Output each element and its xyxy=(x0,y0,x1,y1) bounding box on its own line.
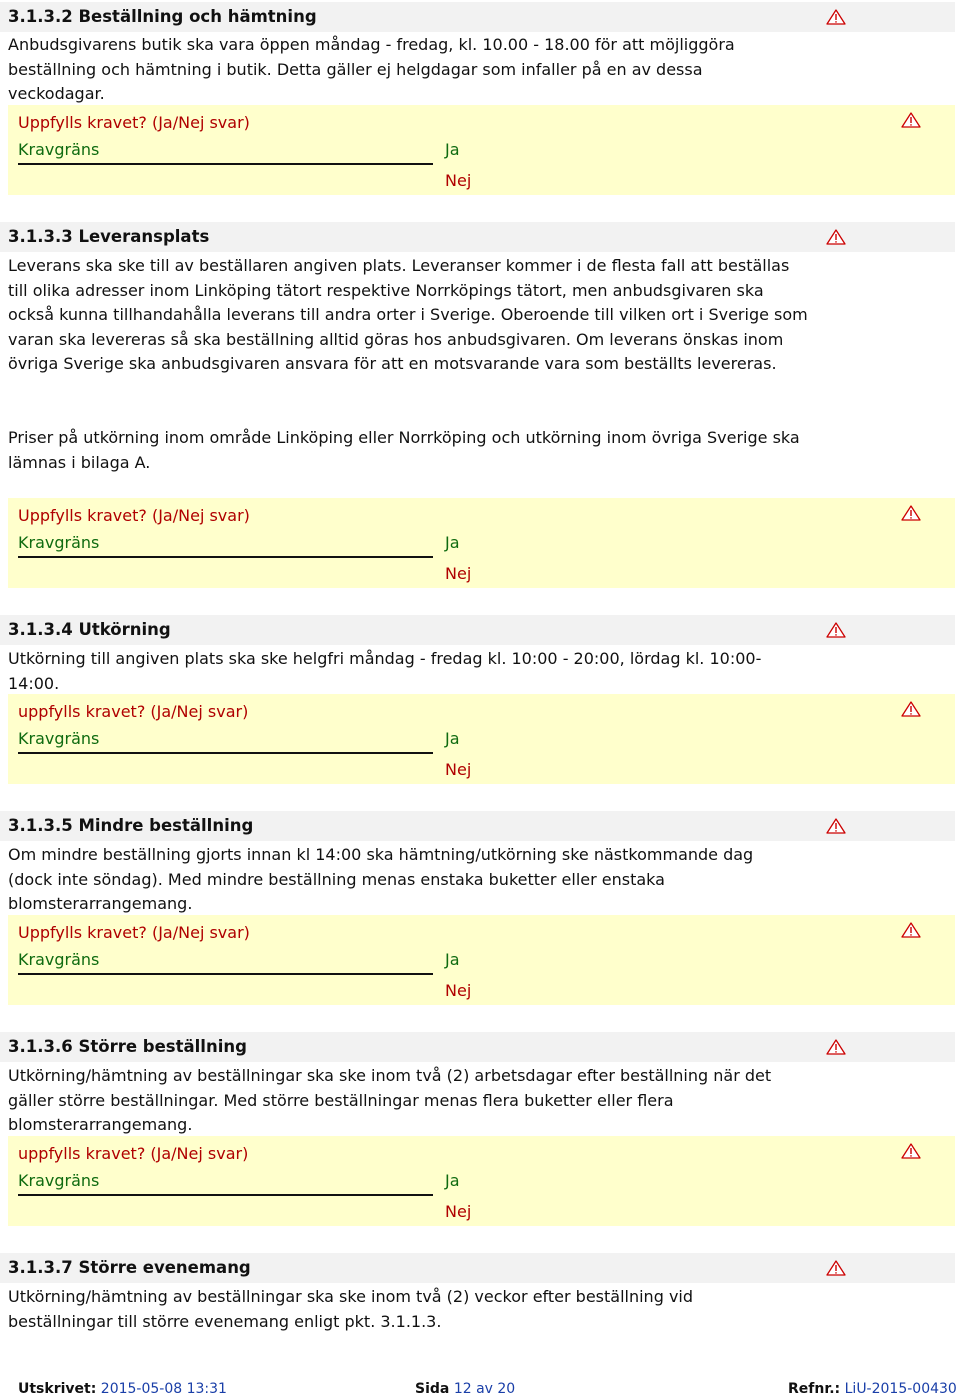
footer-ref xyxy=(788,1381,957,1397)
kravgrans-label: Kravgräns xyxy=(18,729,100,748)
heading-text: 3.1.3.5 Mindre beställning xyxy=(8,816,254,835)
warning-icon xyxy=(826,1039,846,1055)
footer-page-label: Sida xyxy=(415,1381,450,1397)
kravgrans-line xyxy=(18,163,433,165)
kravgrans-label: Kravgräns xyxy=(18,140,100,159)
option-nej[interactable]: Nej xyxy=(445,171,472,190)
section-heading-leveransplats xyxy=(0,222,955,252)
option-nej[interactable]: Nej xyxy=(445,564,472,583)
footer-printed xyxy=(18,1381,227,1397)
footer-page xyxy=(415,1381,515,1397)
requirement-question: uppfylls kravet? (Ja/Nej svar) xyxy=(18,1144,249,1163)
section-paragraph: Anbudsgivarens butik ska vara öppen måndag - fredag, kl. 10.00 - 18.00 för att möjliggöra beställning och hämtning i butik. Detta gäller ej helgdagar som infaller på en av dessa veckodagar. xyxy=(8,35,735,103)
requirement-question: Uppfylls kravet? (Ja/Nej svar) xyxy=(18,506,250,525)
option-nej[interactable]: Nej xyxy=(445,1202,472,1221)
kravgrans-line xyxy=(18,556,433,558)
kravgrans-label: Kravgräns xyxy=(18,950,100,969)
kravgrans-line xyxy=(18,752,433,754)
section-heading-mindre-bestallning xyxy=(0,811,955,841)
heading-text: 3.1.3.2 Beställning och hämtning xyxy=(8,7,317,26)
option-ja[interactable]: Ja xyxy=(445,533,460,552)
requirement-box xyxy=(8,498,955,588)
kravgrans-line xyxy=(18,973,433,975)
warning-icon xyxy=(826,229,846,245)
option-ja[interactable]: Ja xyxy=(445,1171,460,1190)
section-paragraph: Priser på utkörning inom område Linköping eller Norrköping och utkörning inom övriga Sverige ska lämnas i bilaga A. xyxy=(8,428,800,472)
requirement-box xyxy=(8,915,955,1005)
kravgrans-label: Kravgräns xyxy=(18,1171,100,1190)
warning-icon xyxy=(901,112,921,128)
section-paragraph: Leverans ska ske till av beställaren angiven plats. Leveranser kommer i de flesta fall att beställas till olika adresser inom Linköping tätort respektive Norrköpings tätort, men anbudsgivaren ska också kunna tillhandahålla leverans till andra orter i Sverige. Oberoende till vilken ort i Sverige som varan ska levereras så ska beställning alltid göras hos anbudsgivaren. Om leverans önskas inom övriga Sverige ska anbudsgivaren ansvara för att en motsvarande vara som beställts levereras. xyxy=(8,256,808,373)
requirement-question: uppfylls kravet? (Ja/Nej svar) xyxy=(18,702,249,721)
section-paragraph: Utkörning till angiven plats ska ske helgfri måndag - fredag kl. 10:00 - 20:00, lördag kl. 10:00-14:00. xyxy=(8,649,762,693)
option-ja[interactable]: Ja xyxy=(445,950,460,969)
kravgrans-line xyxy=(18,1194,433,1196)
heading-text: 3.1.3.3 Leveransplats xyxy=(8,227,210,246)
option-nej[interactable]: Nej xyxy=(445,760,472,779)
warning-icon xyxy=(901,922,921,938)
section-heading-bestallning xyxy=(0,2,955,32)
requirement-box xyxy=(8,694,955,784)
option-ja[interactable]: Ja xyxy=(445,729,460,748)
heading-text: 3.1.3.4 Utkörning xyxy=(8,620,171,639)
option-nej[interactable]: Nej xyxy=(445,981,472,1000)
kravgrans-label: Kravgräns xyxy=(18,533,100,552)
section-heading-storre-evenemang xyxy=(0,1253,955,1283)
requirement-box xyxy=(8,105,955,195)
warning-icon xyxy=(901,505,921,521)
warning-icon xyxy=(826,818,846,834)
requirement-box xyxy=(8,1136,955,1226)
option-ja[interactable]: Ja xyxy=(445,140,460,159)
footer-printed-label: Utskrivet: xyxy=(18,1381,97,1397)
section-paragraph: Utkörning/hämtning av beställningar ska ske inom två (2) veckor efter beställning vid beställningar till större evenemang enligt pkt. 3.1.1.3. xyxy=(8,1287,694,1331)
footer-ref-label: Refnr.: xyxy=(788,1381,841,1397)
warning-icon xyxy=(901,701,921,717)
requirement-question: Uppfylls kravet? (Ja/Nej svar) xyxy=(18,113,250,132)
footer-page-value: 12 av 20 xyxy=(453,1381,516,1397)
heading-text: 3.1.3.7 Större evenemang xyxy=(8,1258,251,1277)
warning-icon xyxy=(826,1260,846,1276)
section-heading-utkorning xyxy=(0,615,955,645)
section-paragraph: Om mindre beställning gjorts innan kl 14:00 ska hämtning/utkörning ske nästkommande dag (dock inte söndag). Med mindre beställning menas enstaka buketter eller enstaka blomsterarrangemang. xyxy=(8,845,754,913)
warning-icon xyxy=(901,1143,921,1159)
section-heading-storre-bestallning xyxy=(0,1032,955,1062)
warning-icon xyxy=(826,9,846,25)
section-paragraph: Utkörning/hämtning av beställningar ska ske inom två (2) arbetsdagar efter beställning när det gäller större beställningar. Med större beställningar menas flera buketter eller flera blomsterarrangemang. xyxy=(8,1066,772,1134)
footer-ref-value: LiU-2015-00430 xyxy=(844,1381,957,1397)
requirement-question: Uppfylls kravet? (Ja/Nej svar) xyxy=(18,923,250,942)
warning-icon xyxy=(826,622,846,638)
heading-text: 3.1.3.6 Större beställning xyxy=(8,1037,247,1056)
footer-printed-value: 2015-05-08 13:31 xyxy=(100,1381,227,1397)
